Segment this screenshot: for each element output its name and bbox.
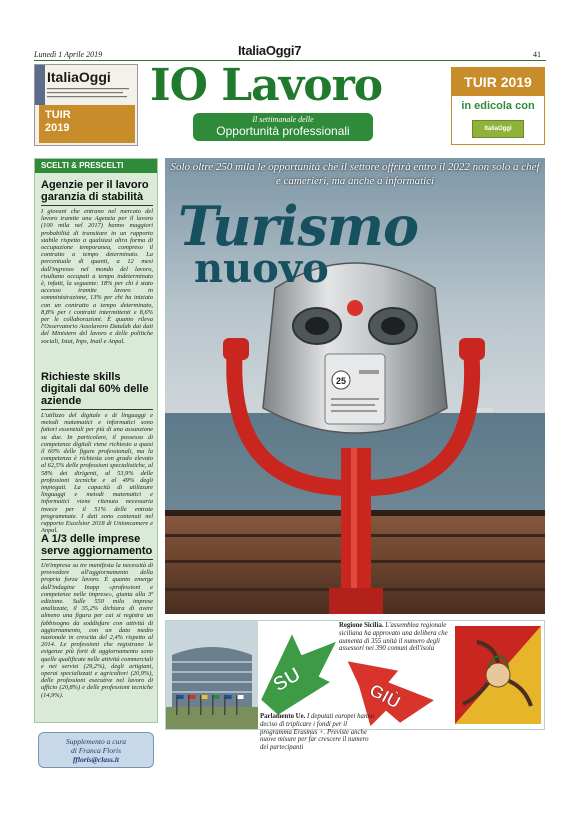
cover-headline-nuovo: nuovo: [194, 245, 329, 292]
article-headline: Agenzie per il lavoro garanzia di stabilità: [41, 179, 149, 203]
arrow-down-label: GIÙ: [366, 679, 404, 713]
cover-headline-turismo: Turismo: [178, 194, 419, 258]
tagline-line-2: Opportunità professionali: [216, 124, 350, 138]
sidebar-section-label: SCELTI & PRESCELTI: [35, 159, 157, 173]
page-number: 41: [533, 50, 541, 59]
supplement-credit-box: [38, 732, 154, 768]
thumbnail-fine-print: [47, 87, 133, 102]
trinacria-flag-icon: [455, 626, 541, 724]
thumbnail-tuir-line-2: 2019: [45, 122, 70, 134]
article-body: I giovani che entrano nel mercato del lavoro tramite una Agenzia per il lavoro (100 mila nel 2017) hanno maggiori probabilità di transitare in un rapporto stabile rispetto a qualsiasi altra forma di occupazione temporanea, compreso il contratto a tempo determinato. La percentuale di quanti, a 12 mesi dall'ingresso nel mondo del lavoro, risultano occupati a tempo indeterminato è, infatti, la seguente: 18% per chi è stato accesso tramite lavoro in somministrazione, 13% per chi ha iniziato con un contratto a tempo determinato, 8,8% per i contratti intermittenti e 8,6% per le collaborazioni. È quanto rileva l'Osservatorio Assolavoro Datalab dai dati del Ministero del lavoro e delle politiche sociali, Istat, Inps, Inail e Anpal.: [41, 208, 153, 345]
article-body: Un'impresa su tre manifesta la necessità di provvedere all'aggiornamento della propria forza lavoro. È quanto emerge dall'indagine Inapp «professioni e competenze nelle imprese», giunta alla 3ª edizione. Sulle 550 mila imprese analizzate, il 35,2% dichiara di avere almeno una figura per cui si registra un fabbisogno da soddisfare con attività di aggiornamento, con un dato medio nazionale in crescita del 2,4% rispetto al 2014. Le professioni che registrano le esigenze più forti di aggiornamento sono quelle qualificate nelle attività commerciali e nei servizi (29,2%), degli artigiani, operai specializzati e agricoltori (20,9%), delle professioni esecutive nel lavoro di ufficio (20,8%) e delle professioni tecniche (14,9%).: [41, 562, 153, 699]
issue-date: Lunedì 1 Aprile 2019: [34, 50, 103, 59]
thumbnail-side-bar: [35, 65, 45, 105]
article-body: L'utilizzo del digitale e di linguaggi e metodi matematici e informatici sono fattori essenziali per più di una assunzione su due. In particolare, il possesso di competenze digitali viene richiesto a quasi il 60% delle figure professionali, ma la competenza è richiesta con grado elevato al 62,5% delle professioni specialistiche, al 58% dei dirigenti, al 53,9% delle professioni tecniche e al 49% degli impiegati. La capacità di utilizzare linguaggi e metodi matematici e informatici viene ritenuta necessaria invece per il 51% delle entrate programmate. I dati sono contenuti nel rapporto Excelsior 2018 di Unioncamere e Anpal.: [41, 412, 153, 535]
tuir-book-icon: ItaliaOggi: [472, 120, 524, 138]
sidebar-scelti-prescelti: [34, 158, 158, 723]
masthead-tagline: [193, 113, 373, 141]
sicilia-lead: Regione Sicilia.: [339, 622, 384, 629]
sidebar-article-aggiornamento: [41, 533, 153, 699]
supplement-line-2: di Franca Floris: [71, 746, 121, 755]
supplement-email-link[interactable]: ffloris@class.it: [73, 755, 119, 764]
sicilia-news-item: [339, 622, 457, 653]
cover-lead-text: Solo oltre 250 mila le opportunità che il settore offrirà entro il 2022 non solo a chef e camerieri, ma anche a informatici: [170, 161, 540, 187]
brand-name: ItaliaOggi7: [238, 43, 302, 58]
sidebar-article-skills-digitali: [41, 371, 153, 534]
sidebar-article-agenzie: [41, 179, 153, 345]
sicily-flag: [455, 626, 541, 724]
ue-lead: Parlamento Ue.: [260, 713, 306, 720]
article-headline: A 1/3 delle imprese serve aggiornamento: [41, 533, 153, 557]
sicilia-body: L'assemblea regionale siciliana ha approvato una delibera che aumenta di 355 unità il numero degli assessori nei 390 comuni dell'isola: [339, 622, 448, 653]
supplement-line-1: Supplemento a cura: [66, 737, 126, 746]
viewer-coin-label: 25: [335, 376, 347, 386]
tuir-promo-box[interactable]: [451, 67, 545, 145]
thumbnail-logo: ItaliaOggi: [47, 69, 111, 85]
arrow-up-label: SU: [269, 663, 305, 697]
italiaoggi-cover-thumbnail[interactable]: [34, 64, 138, 146]
masthead-title: IO Lavoro: [150, 60, 383, 111]
thumbnail-tuir-badge: [39, 105, 135, 143]
parlamento-ue-news-item: [260, 713, 378, 752]
article-headline: Richieste skills digitali dal 60% delle aziende: [41, 371, 149, 407]
fine-print-lines-icon: [47, 87, 131, 101]
tuir-promo-subtitle: in edicola con: [461, 100, 535, 112]
tuir-promo-title: TUIR 2019: [452, 68, 544, 96]
thumbnail-tuir-line-1: TUIR: [45, 109, 71, 121]
headline-rule: [41, 559, 153, 560]
headline-rule: [41, 205, 153, 206]
european-parliament-photo: [166, 621, 258, 729]
headline-rule: [41, 409, 153, 410]
parliament-building-image: [166, 621, 258, 729]
tagline-line-1: Il settimanale delle: [252, 115, 314, 124]
ue-body: I deputati europei hanno deciso di triplicare i fondi per il programma Erasmus +. Previste anche nuove misure per far crescere il numero dei partecipanti: [260, 713, 375, 752]
